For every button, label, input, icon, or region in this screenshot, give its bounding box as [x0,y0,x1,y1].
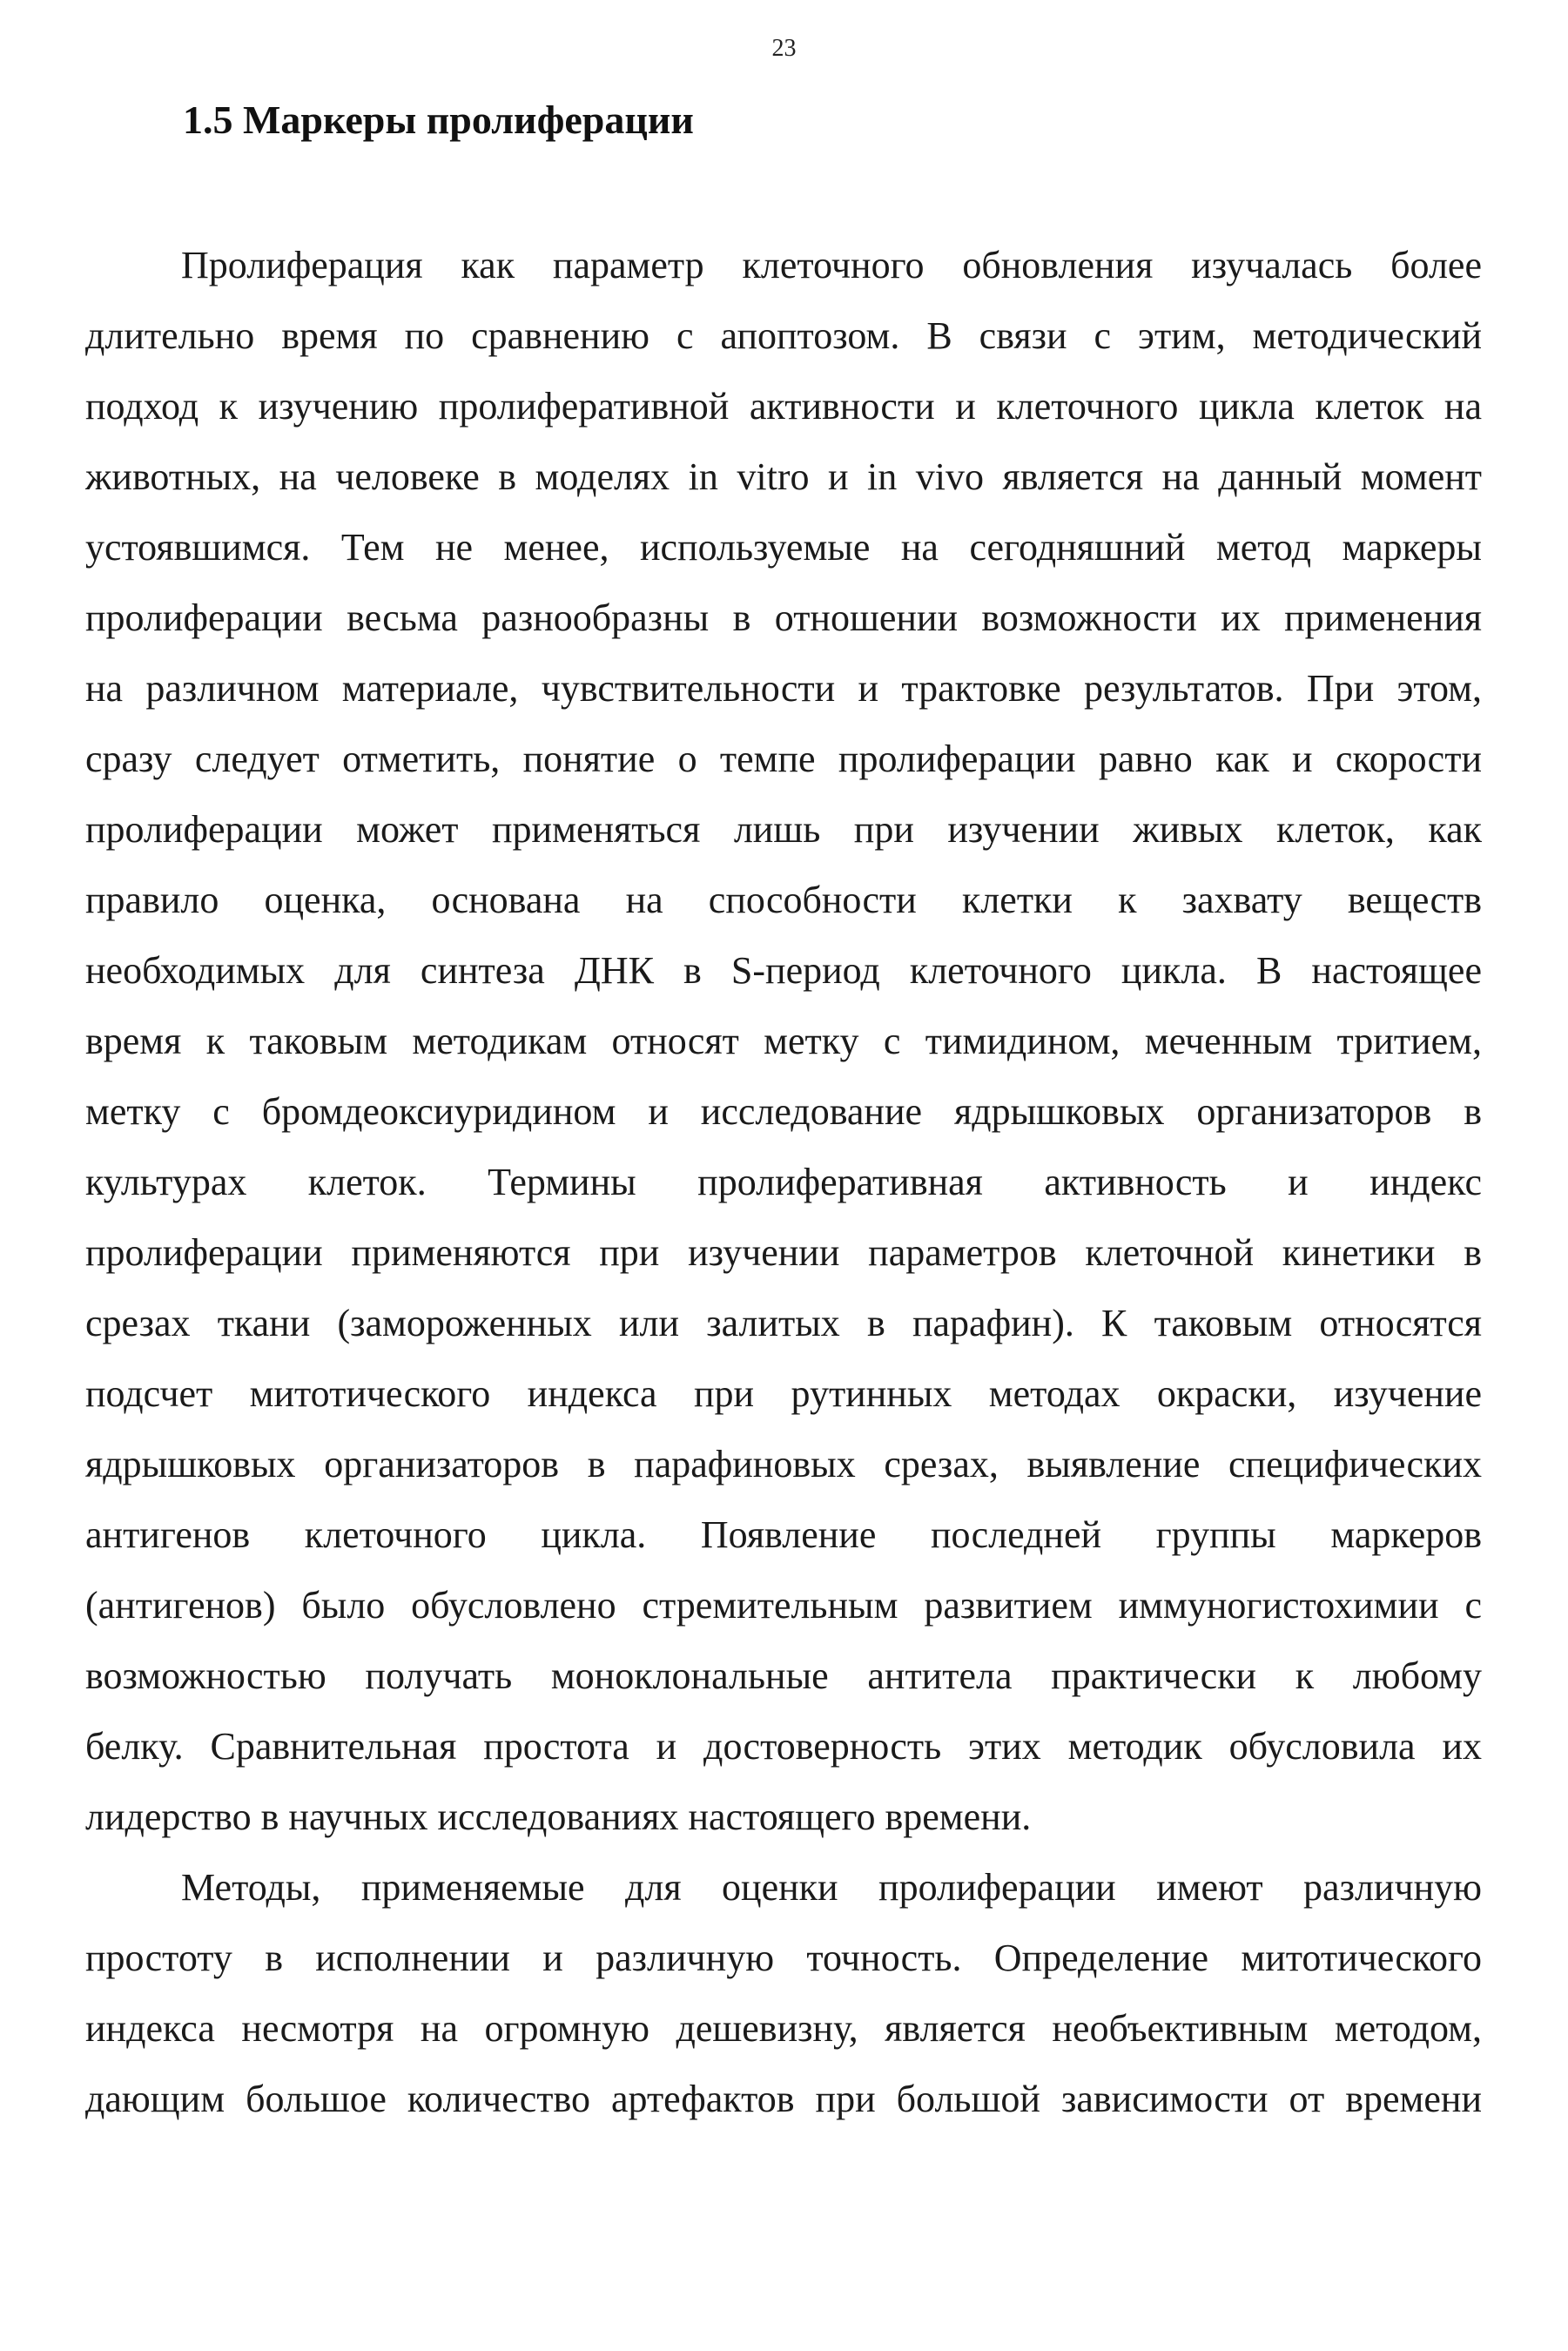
text-line: Пролиферация как параметр клеточного обновления изучалась более [181,244,1482,286]
text-line: сразу следует отметить, понятие о темпе пролиферации равно как и скорости [85,738,1482,780]
text-line: на различном материале, чувствительности и трактовке результатов. При этом, [85,667,1482,710]
text-line: пролиферации может применяться лишь при изучении живых клеток, как [85,808,1482,851]
text-line: индекса несмотря на огромную дешевизну, является необъективным методом, [85,2007,1482,2050]
section-heading: 1.5 Маркеры пролиферации [183,98,694,142]
text-line: время к таковым методикам относят метку с тимидином, меченным тритием, [85,1020,1482,1062]
text-line: животных, на человеке в моделях in vitro и in vivo является на данный момент [85,455,1482,498]
text-line: Методы, применяемые для оценки пролиферации имеют различную [181,1866,1482,1909]
body-text [85,230,1482,2134]
text-line: подсчет митотического индекса при рутинных методах окраски, изучение [85,1372,1482,1415]
text-line: лидерство в научных исследованиях настоящего времени. [85,1795,1032,1838]
text-line: антигенов клеточного цикла. Появление последней группы маркеров [85,1513,1482,1556]
text-line: правило оценка, основана на способности клетки к захвату веществ [85,879,1482,921]
text-line: культурах клеток. Термины пролиферативная активность и индекс [85,1161,1482,1203]
text-line: возможностью получать моноклональные антитела практически к любому [85,1654,1482,1697]
text-line: подход к изучению пролиферативной активности и клеточного цикла клеток на [85,385,1482,428]
text-line: пролиферации весьма разнообразны в отношении возможности их применения [85,596,1482,639]
paragraph-methods [85,1852,1482,2134]
text-line: дающим большое количество артефактов при большой зависимости от времени [85,2078,1482,2120]
paragraph-proliferation-intro [85,230,1482,1852]
text-line: метку с бромдеоксиуридином и исследование ядрышковых организаторов в [85,1090,1482,1133]
text-line: простоту в исполнении и различную точность. Определение митотического [85,1937,1482,1979]
text-line: (антигенов) было обусловлено стремительным развитием иммуногистохимии с [85,1584,1482,1627]
text-line: пролиферации применяются при изучении параметров клеточной кинетики в [85,1231,1482,1274]
text-line: ядрышковых организаторов в парафиновых срезах, выявление специфических [85,1443,1482,1485]
text-line: необходимых для синтеза ДНК в S-период клеточного цикла. В настоящее [85,949,1482,992]
text-line: устоявшимся. Тем не менее, используемые на сегодняшний метод маркеры [85,526,1482,569]
text-line: длительно время по сравнению с апоптозом. В связи с этим, методический [85,314,1482,357]
page-number: 23 [771,35,797,62]
text-line: белку. Сравнительная простота и достоверность этих методик обусловила их [85,1725,1482,1768]
text-line: срезах ткани (замороженных или залитых в парафин). К таковым относятся [85,1302,1482,1344]
